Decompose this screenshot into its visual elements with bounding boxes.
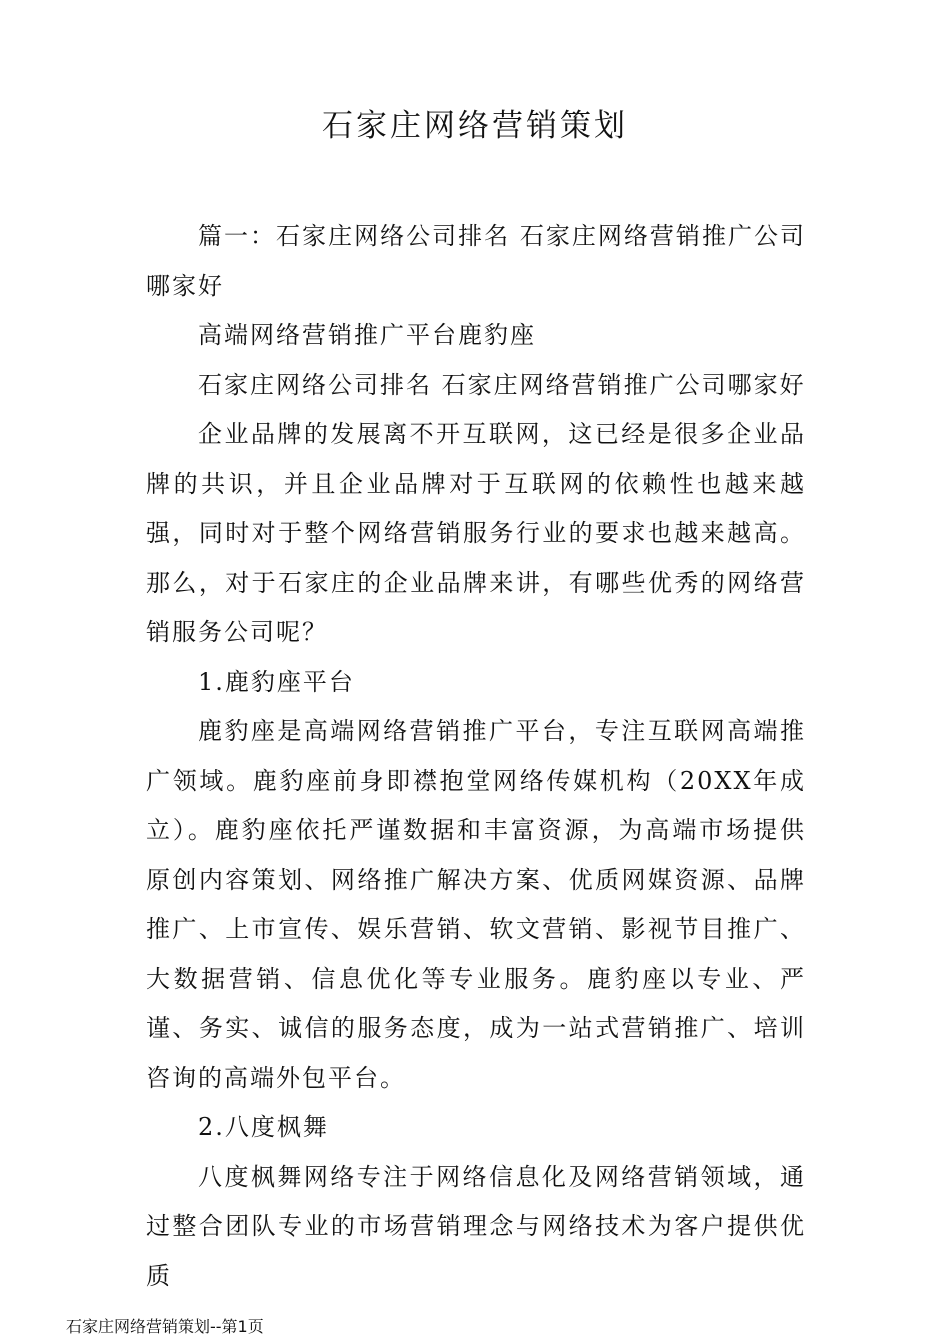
document-title: 石家庄网络营销策划: [322, 108, 628, 144]
page-footer: 石家庄网络营销策划--第1页: [66, 1317, 264, 1336]
paragraph-intro: 企业品牌的发展离不开互联网，这已经是很多企业品牌的共识，并且企业品牌对于互联网的依赖性也越来越强，同时对于整个网络营销服务行业的要求也越来越高。那么，对于石家庄的企业品牌来讲，有哪些优秀的网络营销服务公司呢？: [146, 420, 806, 646]
list-item-heading-1: 1.鹿豹座平台: [198, 667, 355, 696]
paragraph-section-heading: 篇一：石家庄网络公司排名 石家庄网络营销推广公司哪家好: [146, 222, 806, 300]
paragraph-platform-tagline: 高端网络营销推广平台鹿豹座: [198, 321, 536, 349]
paragraph-subheading: 石家庄网络公司排名 石家庄网络营销推广公司哪家好: [198, 370, 806, 399]
document-body: [146, 212, 806, 1301]
paragraph-item-1-description: 鹿豹座是高端网络营销推广平台，专注互联网高端推广领域。鹿豹座前身即襟抱堂网络传媒机构（20XX年成立）。鹿豹座依托严谨数据和丰富资源，为高端市场提供原创内容策划、网络推广解决方案、优质网媒资源、品牌推广、上市宣传、娱乐营销、软文营销、影视节目推广、大数据营销、信息优化等专业服务。鹿豹座以专业、严谨、务实、诚信的服务态度，成为一站式营销推广、培训咨询的高端外包平台。: [146, 717, 806, 1092]
paragraph-item-2-description: 八度枫舞网络专注于网络信息化及网络营销领域，通过整合团队专业的市场营销理念与网络技术为客户提供优质: [146, 1162, 806, 1290]
list-item-heading-2: 2.八度枫舞: [198, 1113, 329, 1141]
